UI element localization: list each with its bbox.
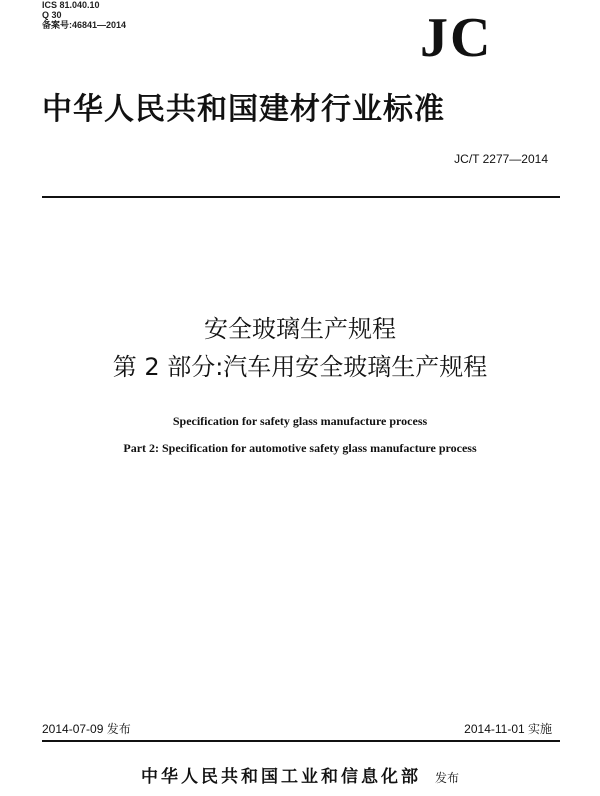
standard-number: JC/T 2277—2014 [454,152,548,166]
filing-number: 备案号:46841—2014 [42,20,127,30]
issuer-organization: 中华人民共和国工业和信息化部 [140,767,421,787]
issuer-line [0,766,600,789]
en-title-line2: Part 2: Specification for automotive safety glass manufacture process [123,441,477,455]
top-divider [42,196,560,198]
class-code: Q 30 [42,10,62,20]
publish-date: 2014-07-09 发布 [42,722,131,736]
bottom-divider [42,740,560,742]
cn-title-line2: 第 2 部分:汽车用安全玻璃生产规程 [112,353,488,381]
implement-date: 2014-11-01 实施 [464,722,552,736]
cn-title-line1: 安全玻璃生产规程 [204,315,396,343]
issuer-suffix: 发布 [434,771,459,785]
standard-category-title: 中华人民共和国建材行业标准 [42,92,445,127]
classification-info [42,0,126,30]
en-title-line1: Specification for safety glass manufacture process [172,414,428,428]
ics-code: ICS 81.040.10 [42,0,100,10]
jc-logo: JC [420,7,493,69]
